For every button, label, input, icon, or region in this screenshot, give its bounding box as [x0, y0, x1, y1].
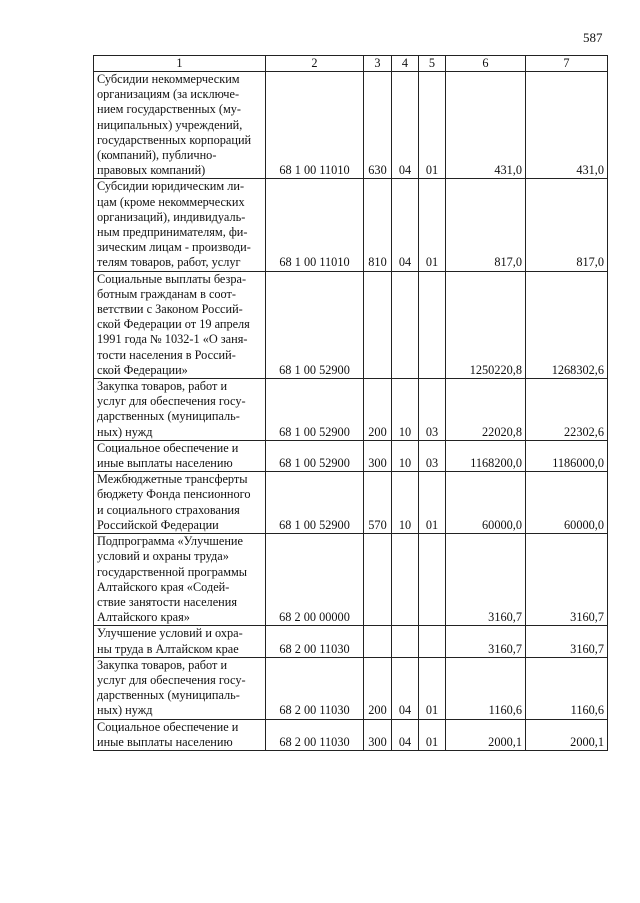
row-col6-cell: 3160,7 — [446, 626, 526, 657]
row-code-cell: 68 2 00 00000 — [266, 534, 364, 626]
row-name-line: услуг для обеспечения госу- — [97, 394, 246, 409]
row-col5-cell — [419, 271, 446, 378]
row-col6-cell: 1168200,0 — [446, 440, 526, 471]
row-col7-cell: 60000,0 — [526, 472, 608, 534]
row-name-cell — [94, 534, 266, 626]
table-row — [94, 179, 608, 271]
row-name-line: ным предпринимателям, фи- — [97, 225, 248, 240]
row-name-line: Закупка товаров, работ и — [97, 657, 228, 672]
table-row — [94, 719, 608, 750]
row-col3-cell: 300 — [364, 440, 392, 471]
table-row — [94, 379, 608, 441]
row-name-line: нием государственных (му- — [97, 102, 241, 117]
row-col6-cell: 60000,0 — [446, 472, 526, 534]
row-col3-cell — [364, 271, 392, 378]
row-name-line: государственной программы — [97, 564, 248, 579]
row-name-line: условий и охраны труда» — [97, 549, 229, 564]
table-row — [94, 657, 608, 719]
row-name-line: цам (кроме некоммерческих — [97, 194, 245, 209]
row-col3-cell: 200 — [364, 657, 392, 719]
row-col7-cell: 3160,7 — [526, 626, 608, 657]
row-name-line: Закупка товаров, работ и — [97, 379, 228, 394]
row-col3-cell — [364, 626, 392, 657]
row-name-line: ской Федерации» — [97, 362, 188, 377]
header-row — [94, 56, 608, 72]
row-name-line: Подпрограмма «Улучшение — [97, 534, 243, 549]
row-col5-cell: 01 — [419, 657, 446, 719]
row-name-line: и социального страхования — [97, 502, 240, 517]
row-name-line: Межбюджетные трансферты — [97, 472, 248, 487]
row-col3-cell: 630 — [364, 72, 392, 179]
row-name-line: услуг для обеспечения госу- — [97, 672, 246, 687]
row-name-line: бюджету Фонда пенсионного — [97, 487, 251, 502]
row-name-line: ных) нужд — [97, 424, 153, 439]
row-col3-cell: 200 — [364, 379, 392, 441]
row-code-cell: 68 2 00 11030 — [266, 657, 364, 719]
header-cell-5: 5 — [419, 56, 446, 72]
row-name-line: Алтайского края «Содей- — [97, 579, 230, 594]
row-code-cell: 68 1 00 52900 — [266, 472, 364, 534]
row-name-cell — [94, 72, 266, 179]
row-col7-cell: 2000,1 — [526, 719, 608, 750]
row-col4-cell: 04 — [392, 657, 419, 719]
page-number: 587 — [583, 30, 603, 45]
row-name-cell — [94, 472, 266, 534]
row-col7-cell: 1186000,0 — [526, 440, 608, 471]
row-name-line: ботным гражданам в соот- — [97, 286, 237, 301]
header-cell-4: 4 — [392, 56, 419, 72]
row-col3-cell — [364, 534, 392, 626]
row-col7-cell: 817,0 — [526, 179, 608, 271]
row-name-line: Российской Федерации — [97, 517, 219, 532]
row-col5-cell: 01 — [419, 472, 446, 534]
row-name-cell — [94, 179, 266, 271]
row-name-line: дарственных (муниципаль- — [97, 688, 240, 703]
header-cell-6: 6 — [446, 56, 526, 72]
row-name-line: иные выплаты населению — [97, 734, 233, 749]
row-col4-cell: 10 — [392, 379, 419, 441]
row-name-line: ны труда в Алтайском крае — [97, 641, 239, 656]
row-code-cell: 68 1 00 11010 — [266, 72, 364, 179]
row-name-line: организациям (за исключе- — [97, 87, 240, 102]
row-code-cell: 68 2 00 11030 — [266, 719, 364, 750]
row-col4-cell: 10 — [392, 472, 419, 534]
row-name-line: ниципальных) учреждений, — [97, 117, 243, 132]
row-col5-cell: 03 — [419, 440, 446, 471]
row-name-cell — [94, 440, 266, 471]
row-col3-cell: 570 — [364, 472, 392, 534]
row-name-line: иные выплаты населению — [97, 456, 233, 471]
row-code-cell: 68 1 00 52900 — [266, 271, 364, 378]
row-col4-cell: 10 — [392, 440, 419, 471]
row-col4-cell: 04 — [392, 72, 419, 179]
row-col5-cell: 03 — [419, 379, 446, 441]
row-name-cell — [94, 271, 266, 378]
row-name-line: тости населения в Россий- — [97, 347, 236, 362]
row-col5-cell: 01 — [419, 72, 446, 179]
table-row — [94, 271, 608, 378]
row-code-cell: 68 1 00 11010 — [266, 179, 364, 271]
row-col4-cell — [392, 534, 419, 626]
row-name-line: ных) нужд — [97, 703, 153, 718]
row-name-cell — [94, 719, 266, 750]
table-row — [94, 440, 608, 471]
row-name-line: Алтайского края» — [97, 610, 190, 625]
row-col3-cell: 300 — [364, 719, 392, 750]
row-col5-cell — [419, 626, 446, 657]
table-row — [94, 472, 608, 534]
row-col6-cell: 817,0 — [446, 179, 526, 271]
header-cell-3: 3 — [364, 56, 392, 72]
header-cell-2: 2 — [266, 56, 364, 72]
row-col7-cell: 22302,6 — [526, 379, 608, 441]
table-body — [94, 72, 608, 751]
row-name-line: Социальное обеспечение и — [97, 440, 239, 455]
row-code-cell: 68 1 00 52900 — [266, 379, 364, 441]
row-name-line: телям товаров, работ, услуг — [97, 255, 241, 270]
row-name-line: организаций), индивидуаль- — [97, 209, 246, 224]
row-col7-cell: 431,0 — [526, 72, 608, 179]
row-name-line: Улучшение условий и охра- — [97, 626, 243, 641]
header-cell-1: 1 — [94, 56, 266, 72]
row-col4-cell — [392, 271, 419, 378]
header-cell-7: 7 — [526, 56, 608, 72]
row-col6-cell: 2000,1 — [446, 719, 526, 750]
row-name-line: государственных корпораций — [97, 132, 252, 147]
row-col6-cell: 1160,6 — [446, 657, 526, 719]
row-col3-cell: 810 — [364, 179, 392, 271]
table-row — [94, 534, 608, 626]
row-name-line: ской Федерации от 19 апреля — [97, 317, 250, 332]
row-name-line: ствие занятости населения — [97, 594, 237, 609]
row-col4-cell: 04 — [392, 179, 419, 271]
row-name-line: Субсидии некоммерческим — [97, 72, 240, 86]
row-col6-cell: 22020,8 — [446, 379, 526, 441]
row-name-cell — [94, 379, 266, 441]
row-code-cell: 68 2 00 11030 — [266, 626, 364, 657]
row-name-line: правовых компаний) — [97, 163, 206, 178]
row-col6-cell: 3160,7 — [446, 534, 526, 626]
row-name-cell — [94, 626, 266, 657]
row-name-line: Социальные выплаты безра- — [97, 271, 247, 286]
row-col4-cell — [392, 626, 419, 657]
row-col6-cell: 431,0 — [446, 72, 526, 179]
row-col4-cell: 04 — [392, 719, 419, 750]
row-name-line: зическим лицам - производи- — [97, 240, 251, 255]
row-name-line: дарственных (муниципаль- — [97, 409, 240, 424]
row-name-line: Субсидии юридическим ли- — [97, 179, 245, 194]
table-row — [94, 626, 608, 657]
row-code-cell: 68 1 00 52900 — [266, 440, 364, 471]
row-col7-cell: 1160,6 — [526, 657, 608, 719]
row-col5-cell — [419, 534, 446, 626]
budget-table — [93, 55, 608, 751]
row-col6-cell: 1250220,8 — [446, 271, 526, 378]
row-col5-cell: 01 — [419, 179, 446, 271]
row-col5-cell: 01 — [419, 719, 446, 750]
table-row — [94, 72, 608, 179]
row-name-line: Социальное обеспечение и — [97, 719, 239, 734]
row-name-line: 1991 года № 1032-1 «О заня- — [97, 332, 248, 347]
row-col7-cell: 3160,7 — [526, 534, 608, 626]
row-name-line: ветствии с Законом Россий- — [97, 302, 243, 317]
row-col7-cell: 1268302,6 — [526, 271, 608, 378]
row-name-line: (компаний), публично- — [97, 148, 217, 163]
row-name-cell — [94, 657, 266, 719]
